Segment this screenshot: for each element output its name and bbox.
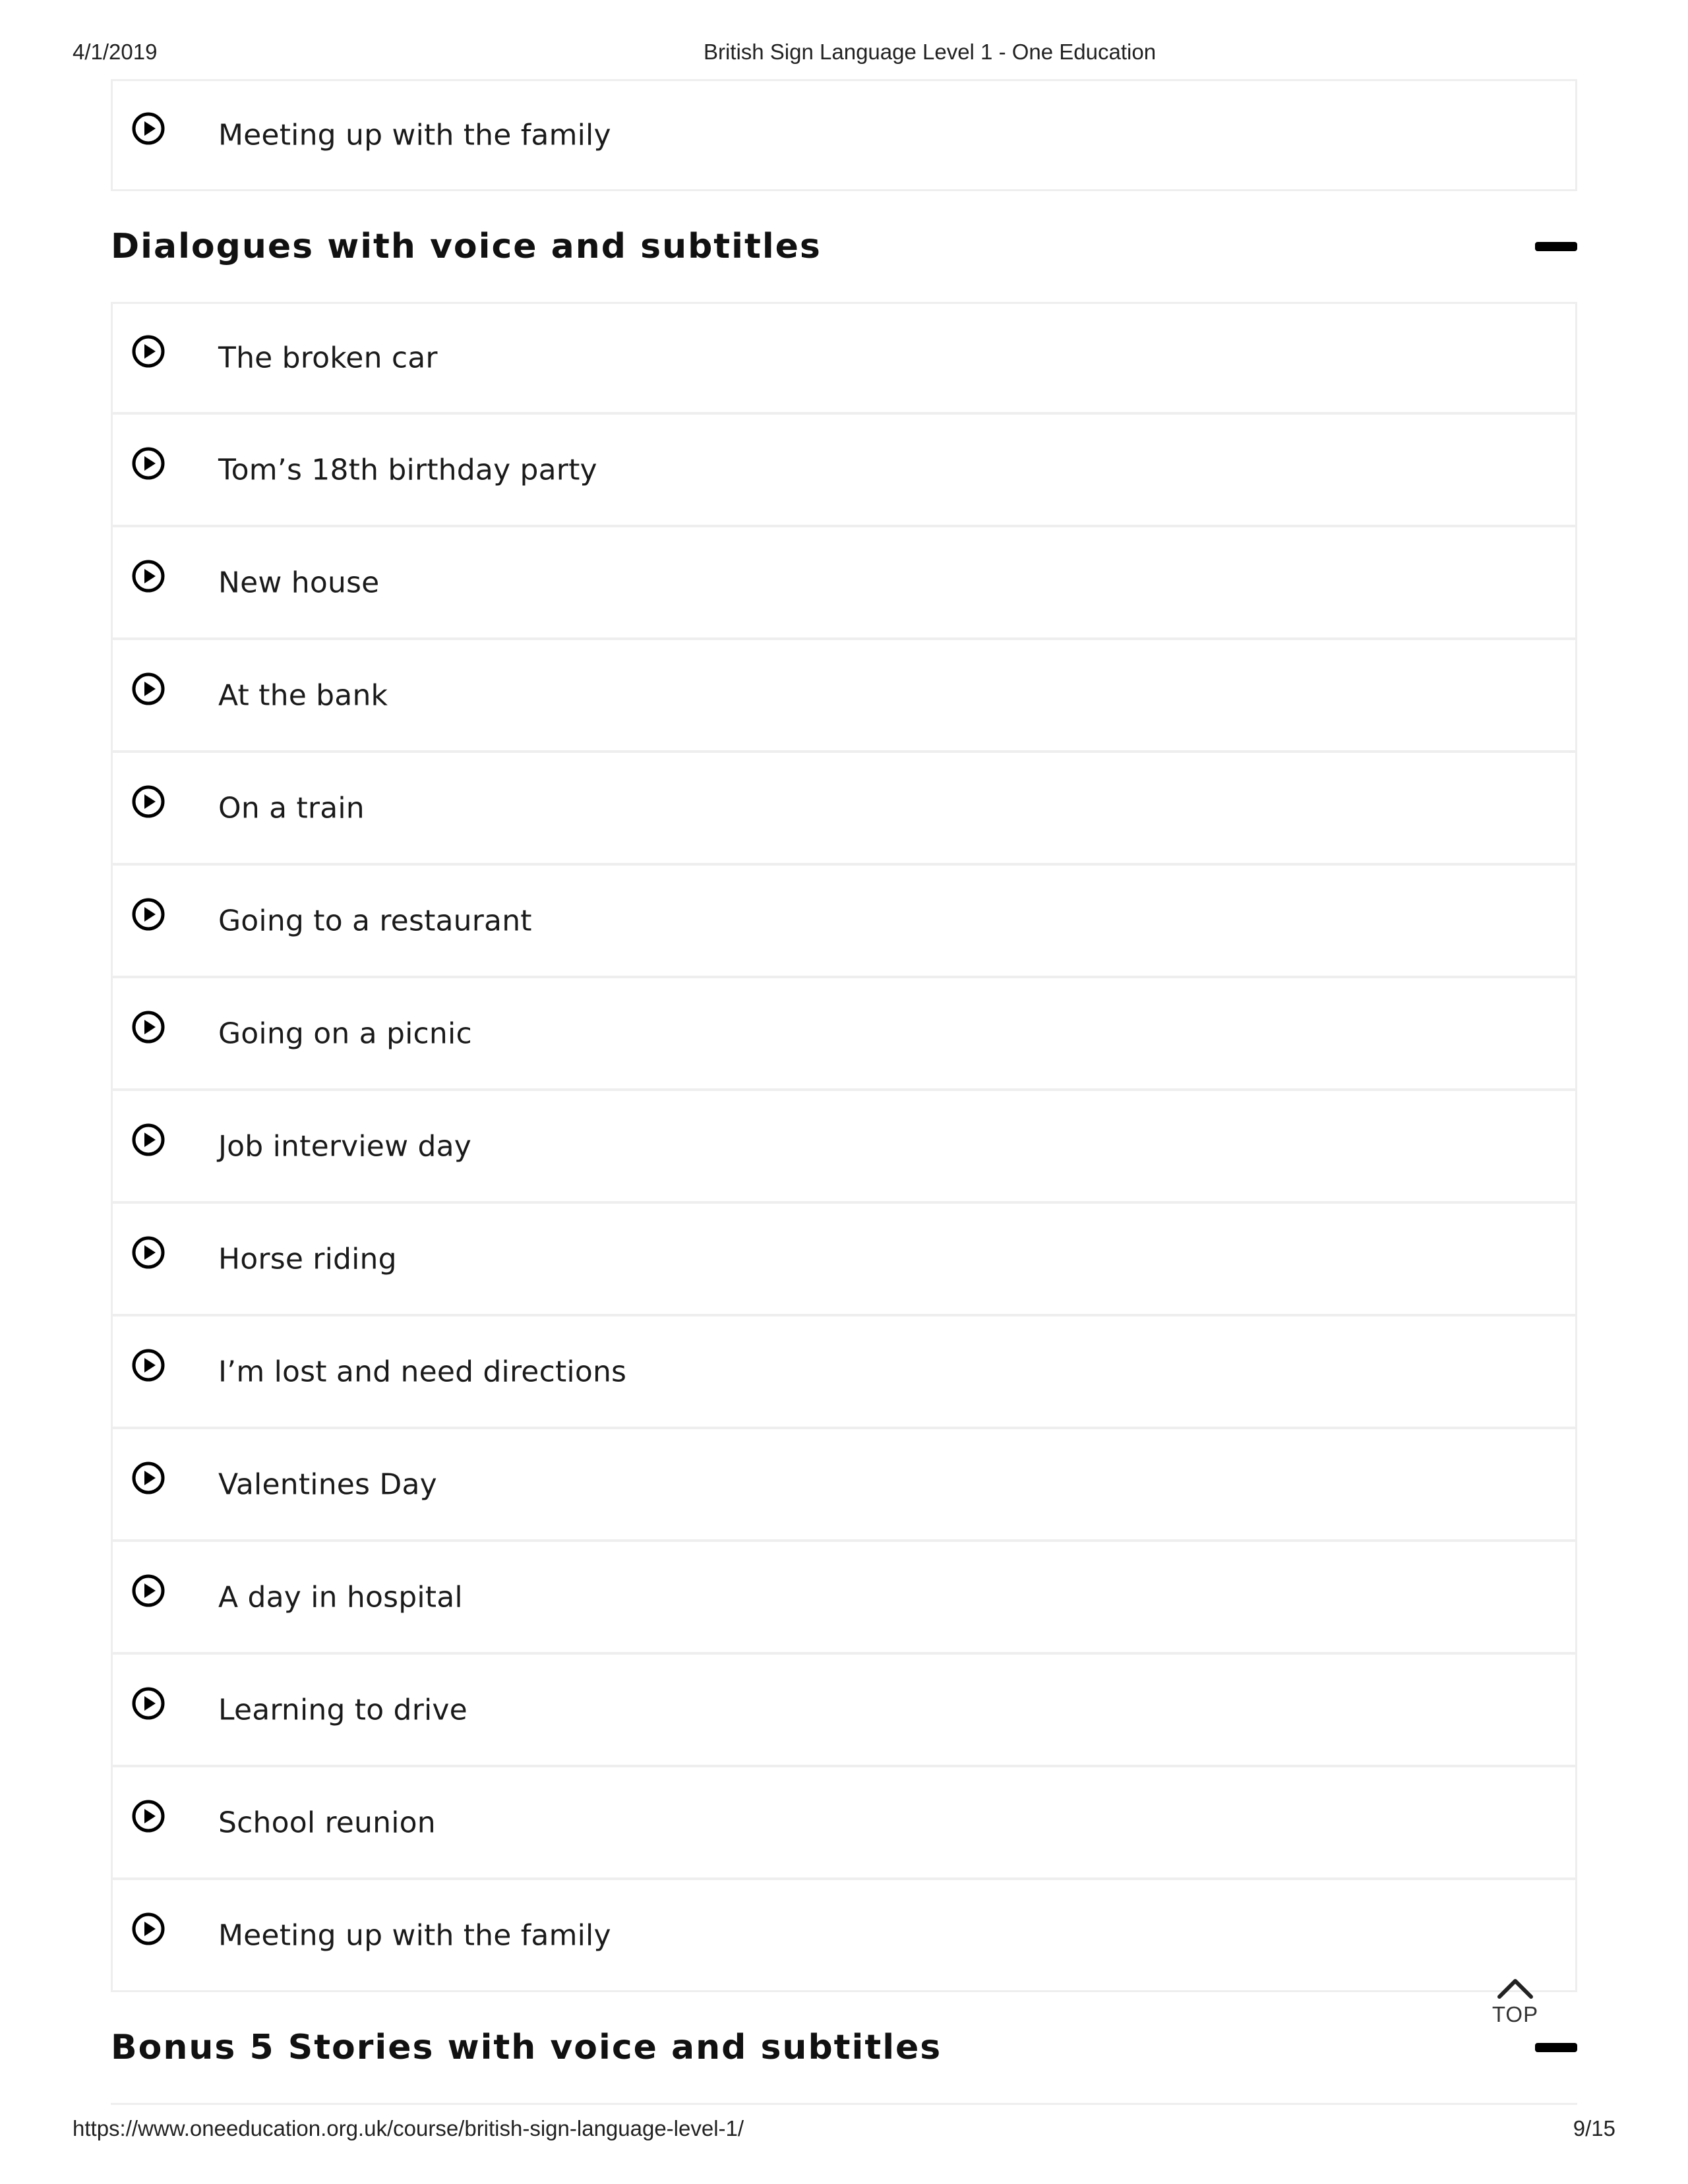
lesson-row[interactable]	[113, 1088, 1575, 1201]
lesson-row[interactable]	[113, 1314, 1575, 1427]
lesson-title[interactable]: A day in hospital	[218, 1580, 463, 1614]
lesson-row[interactable]	[113, 1877, 1575, 1990]
lesson-row[interactable]	[113, 1201, 1575, 1314]
play-circle-icon	[131, 1686, 166, 1721]
lesson-list-previous	[111, 79, 1577, 191]
print-header	[0, 40, 1688, 69]
section-header-bonus[interactable]	[111, 1992, 1577, 2103]
play-circle-icon	[131, 1574, 166, 1608]
minus-icon[interactable]	[1535, 2043, 1577, 2052]
lesson-row[interactable]	[113, 412, 1575, 525]
lesson-title[interactable]: Going to a restaurant	[218, 904, 532, 937]
lesson-title[interactable]: Valentines Day	[218, 1467, 437, 1501]
lesson-title[interactable]: Meeting up with the family	[218, 1918, 611, 1952]
lesson-row[interactable]	[113, 863, 1575, 976]
lesson-title[interactable]: At the bank	[218, 678, 388, 712]
play-circle-icon	[131, 334, 166, 369]
lesson-row[interactable]	[113, 637, 1575, 750]
back-to-top-label: TOP	[1492, 2002, 1539, 2026]
back-to-top-button[interactable]	[1489, 1974, 1542, 2034]
lesson-row[interactable]	[113, 81, 1575, 189]
lesson-row[interactable]	[113, 525, 1575, 637]
course-curriculum	[111, 79, 1577, 2105]
play-circle-icon	[131, 1461, 166, 1495]
play-circle-icon	[131, 1010, 166, 1044]
play-circle-icon	[131, 897, 166, 931]
lesson-title[interactable]: New house	[218, 566, 380, 599]
play-circle-icon	[131, 559, 166, 593]
lesson-row[interactable]	[113, 1427, 1575, 1539]
play-circle-icon	[131, 1123, 166, 1157]
play-circle-icon	[131, 1348, 166, 1382]
section-header-dialogues[interactable]	[111, 191, 1577, 302]
section-title[interactable]: Bonus 5 Stories with voice and subtitles	[111, 2028, 942, 2067]
section-title[interactable]: Dialogues with voice and subtitles	[111, 227, 822, 266]
play-circle-icon	[131, 1912, 166, 1946]
lesson-row[interactable]	[113, 1539, 1575, 1652]
lesson-row[interactable]	[113, 304, 1575, 412]
lesson-list-dialogues	[111, 302, 1577, 1992]
play-circle-icon	[131, 784, 166, 819]
lesson-title[interactable]: The broken car	[218, 341, 438, 375]
chevron-up-icon	[1495, 1974, 1535, 1999]
lesson-row[interactable]	[113, 976, 1575, 1088]
lesson-title[interactable]: On a train	[218, 791, 365, 825]
lesson-title[interactable]: Job interview day	[218, 1129, 471, 1163]
lesson-title[interactable]: School reunion	[218, 1806, 436, 1839]
lesson-row[interactable]	[113, 750, 1575, 863]
play-circle-icon	[131, 1799, 166, 1833]
print-page-number: 9/15	[1573, 2116, 1615, 2140]
play-circle-icon	[131, 111, 166, 146]
minus-icon[interactable]	[1535, 242, 1577, 251]
print-page-title: British Sign Language Level 1 - One Education	[703, 40, 1157, 64]
lesson-title[interactable]: Tom’s 18th birthday party	[218, 453, 597, 487]
lesson-row[interactable]	[113, 1652, 1575, 1765]
lesson-title[interactable]: Going on a picnic	[218, 1017, 472, 1050]
print-footer	[0, 2116, 1688, 2146]
play-circle-icon	[131, 446, 166, 481]
lesson-title[interactable]: Meeting up with the family	[218, 118, 611, 152]
print-url: https://www.oneeducation.org.uk/course/british-sign-language-level-1/	[73, 2116, 744, 2140]
lesson-title[interactable]: I’m lost and need directions	[218, 1355, 627, 1388]
print-date: 4/1/2019	[73, 40, 158, 64]
lesson-title[interactable]: Learning to drive	[218, 1693, 467, 1727]
play-circle-icon	[131, 1235, 166, 1270]
play-circle-icon	[131, 672, 166, 706]
lesson-title[interactable]: Horse riding	[218, 1242, 397, 1276]
section-divider	[111, 2103, 1577, 2105]
lesson-row[interactable]	[113, 1765, 1575, 1877]
